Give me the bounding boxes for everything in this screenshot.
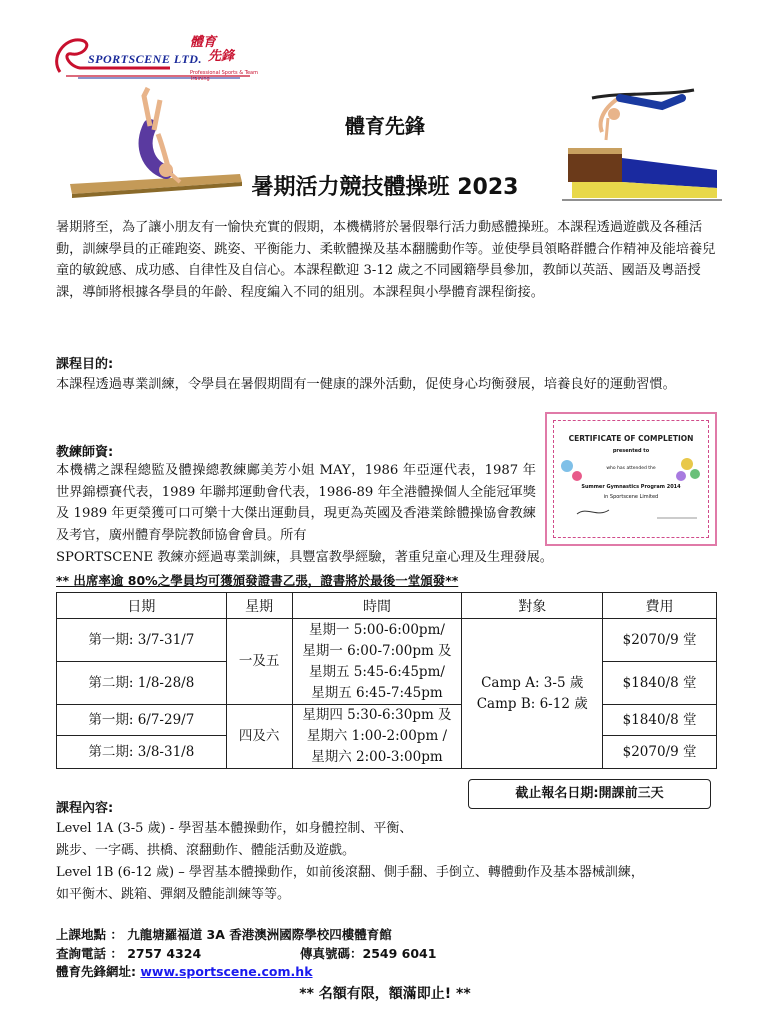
schedule-table [56, 592, 717, 769]
page-subtitle: 暑期活力競技體操班 2023 [251, 175, 519, 200]
phone-text: 查詢電話 ： 2757 4324 [56, 946, 202, 961]
website-label: 體育先鋒網址: [56, 964, 141, 979]
content-line: Level 1A (3-5 歲) - 學習基本體操動作，如身體控制、平衡、 [56, 821, 413, 836]
row-date: 第二期: 3/8-31/8 [57, 736, 227, 769]
header-date: 日期 [57, 593, 227, 619]
teachers-paragraph-end: SPORTSCENE 教練亦經過專業訓練，具豐富教學經驗，著重兒童心理及生理發展。 [56, 550, 553, 565]
certificate-program: Summer Gymnastics Program 2014 [581, 484, 681, 490]
row-weekday-group1: 一及五 [226, 619, 292, 705]
content-heading: 課程內容: [56, 801, 114, 816]
venue-text: 上課地點 ： 九龍塘羅福道 3A 香港澳洲國際學校四樓體育館 [56, 927, 392, 942]
logo-subtitle: Professional Sports & Team Training [190, 70, 258, 82]
header-weekday: 星期 [226, 593, 292, 619]
certificate-note: ** 出席率逾 80%之學員均可獲頒發證書乙張，證書將於最後一堂頒發** [56, 573, 459, 588]
row-fee: $2070/9 堂 [603, 619, 717, 662]
header-fee: 費用 [603, 593, 717, 619]
row-target: Camp A: 3-5 歲 Camp B: 6-12 歲 [462, 619, 603, 769]
header-time: 時間 [292, 593, 462, 619]
row-weekday-group2: 四及六 [226, 705, 292, 769]
certificate-title: CERTIFICATE OF COMPLETION [568, 434, 694, 443]
deadline-box: 截止報名日期:開課前三天 [468, 779, 711, 809]
content-paragraph [56, 818, 718, 906]
certificate-decoration-icon [547, 414, 715, 544]
row-date: 第一期: 6/7-29/7 [57, 705, 227, 736]
aim-heading: 課程目的: [56, 357, 114, 372]
certificate-presented: presented to [612, 448, 650, 454]
logo-chinese-name: 體育 先鋒 [190, 35, 235, 64]
sportscene-logo [50, 28, 278, 82]
content-line: Level 1B (6-12 歲) – 學習基本體操動作，如前後滾翻、側手翻、手倒立、轉體動作及基本器械訓練， [56, 865, 644, 880]
certificate-org: in Sportscene Limited [603, 494, 659, 500]
row-date: 第一期: 3/7-31/7 [57, 619, 227, 662]
teachers-paragraph: 本機構之課程總監及體操總教練鄺美芳小姐 MAY，1986 年亞運代表，1987 年世界錦標賽代表，1989 年聯邦運動會代表，1986-89 年全港體操個人全能冠軍獎及 1989 年更榮獲可口可樂十大傑出運動員，現更為英國及香港業餘體操協會教練及考官，廣州體育學院教師協會會員。所有 [56, 463, 536, 543]
row-date: 第二期: 1/8-28/8 [57, 662, 227, 705]
page-title: 體育先鋒 [345, 114, 425, 138]
intro-paragraph: 暑期將至，為了讓小朋友有一愉快充實的假期，本機構將於暑假舉行活力動感體操班。本課程透過遊戲及各種活動，訓練學員的正確跑姿、跳姿、平衡能力、柔軟體操及基本翻騰動作等。並使學員領略群體合作精神及能培養兒童的敏銳感、成功感、自律性及自信心。本課程歡迎 3-12 歲之不同國籍學員參加，教師以英語、國語及粵語授課，導師將根據各學員的年齡、程度編入不同的組別。本課程與小學體育課程銜接。 [56, 220, 716, 300]
aim-paragraph: 本課程透過專業訓練，令學員在暑假期間有一健康的課外活動，促使身心均衡發展，培養良好的運動習慣。 [56, 377, 676, 392]
row-fee: $2070/9 堂 [603, 736, 717, 769]
teachers-heading: 教練師資: [56, 445, 114, 460]
fax-text: 傳真號碼：2549 6041 [300, 946, 437, 961]
row-fee: $1840/8 堂 [603, 662, 717, 705]
table-row [57, 619, 717, 662]
table-header-row [57, 593, 717, 619]
content-line: 跳步、一字碼、拱橋、滾翻動作、體能活動及遊戲。 [56, 843, 356, 858]
row-time-group1: 星期一 5:00-6:00pm/ 星期一 6:00-7:00pm 及 星期五 5:45-6:45pm/ 星期五 6:45-7:45pm [292, 619, 462, 705]
logo-name: SPORTSCENE LTD. [88, 52, 202, 66]
content-line: 如平衡木、跳箱、彈網及體能訓練等等。 [56, 887, 291, 902]
certificate-line: who has attended the [606, 466, 656, 471]
website-link[interactable]: www.sportscene.com.hk [140, 964, 313, 979]
table-row [57, 705, 717, 736]
header-target: 對象 [462, 593, 603, 619]
row-fee: $1840/8 堂 [603, 705, 717, 736]
row-time-group2: 星期四 5:30-6:30pm 及 星期六 1:00-2:00pm / 星期六 2:00-3:00pm [292, 705, 462, 769]
certificate-image [545, 412, 717, 546]
website-line [56, 962, 313, 980]
closing-text: ** 名額有限，額滿即止! ** [299, 986, 471, 1002]
